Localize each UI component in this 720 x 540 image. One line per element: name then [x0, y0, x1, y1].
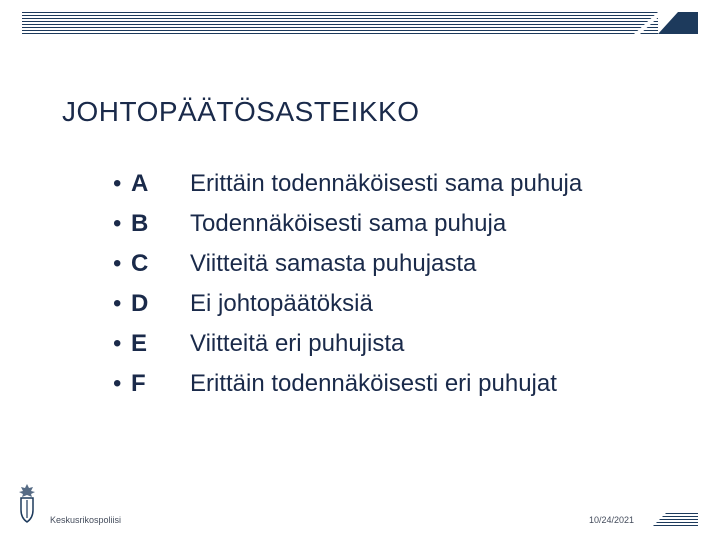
- bullet-icon: •: [113, 370, 122, 397]
- grade-letter: B: [131, 210, 149, 237]
- bullet-icon: •: [113, 170, 122, 197]
- crest-logo-icon: [14, 482, 40, 524]
- grade-item: [113, 364, 173, 404]
- grade-description: Todennäköisesti sama puhuja: [190, 210, 507, 237]
- grade-description: Viitteitä eri puhujista: [190, 330, 405, 357]
- grade-description: Erittäin todennäköisesti sama puhuja: [190, 170, 583, 197]
- bullet-icon: •: [113, 250, 122, 277]
- grade-item: [113, 164, 173, 204]
- grade-item: [113, 244, 173, 284]
- grade-item: [113, 324, 173, 364]
- description-list: [190, 164, 690, 404]
- slide-title: JOHTOPÄÄTÖSASTEIKKO: [62, 96, 420, 127]
- grade-description: Erittäin todennäköisesti eri puhujat: [190, 370, 557, 397]
- bullet-icon: •: [113, 290, 122, 317]
- bullet-icon: •: [113, 210, 122, 237]
- grade-letter: E: [131, 330, 148, 357]
- footer-organization: Keskusrikospoliisi: [50, 515, 122, 525]
- grade-letter: F: [131, 370, 146, 397]
- footer-date: 10/24/2021: [588, 515, 634, 525]
- header-stripe-band: [22, 12, 658, 34]
- grade-letter: C: [131, 250, 149, 277]
- grade-letter: A: [131, 170, 149, 197]
- grade-item: [113, 284, 173, 324]
- header-corner-block: [658, 12, 698, 34]
- grade-description: Ei johtopäätöksiä: [190, 290, 373, 317]
- bullet-icon: •: [113, 330, 122, 357]
- grade-list: [113, 164, 173, 404]
- grade-description: Viitteitä samasta puhujasta: [190, 250, 477, 277]
- grade-item: [113, 204, 173, 244]
- grade-letter: D: [131, 290, 149, 317]
